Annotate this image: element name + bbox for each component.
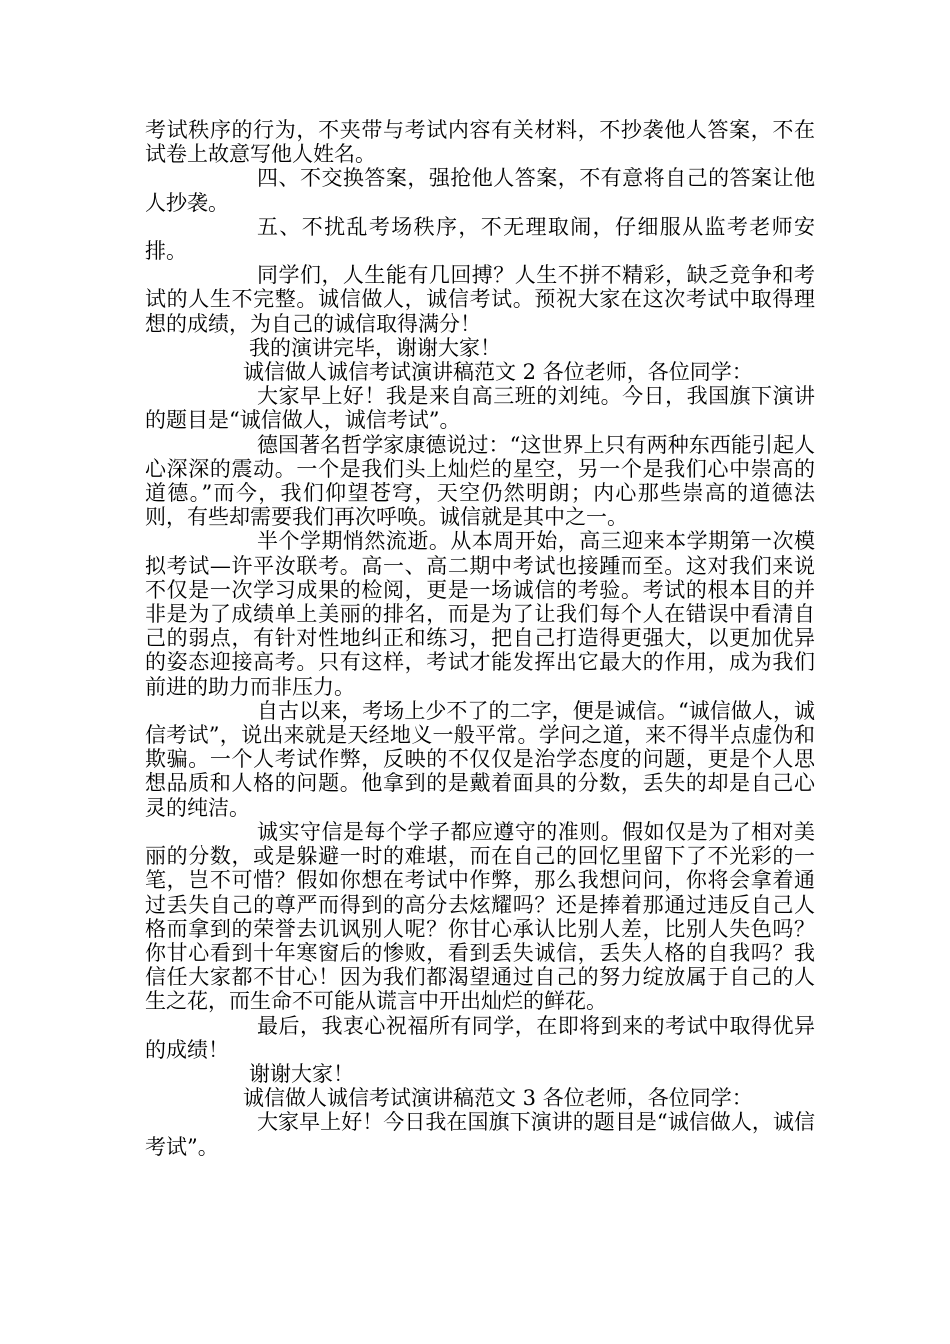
paragraph-exam-purpose: 半个学期悄然流逝。从本周开始，高三迎来本学期第一次模拟考试—许平汝联考。高一、高二期中考试也接踵而至。这对我们来说不仅是一次学习成果的检阅，更是一场诚信的考验。考试的根本目的并非是为了成绩单上美丽的排名，而是为了让我们每个人在错误中看清自己的弱点，有针对性地纠正和练习，把自己打造得更强大，以更加优异的姿态迎接高考。只有这样，考试才能发挥出它最大的作用，成为我们前进的助力而非压力。 (145, 529, 815, 699)
paragraph-greeting-3: 大家早上好！今日我在国旗下演讲的题目是“诚信做人，诚信考试”。 (145, 1110, 815, 1159)
paragraph-rule-four: 四、不交换答案，强抢他人答案，不有意将自己的答案让他人抄袭。 (145, 166, 815, 215)
section-heading-2: 诚信做人诚信考试演讲稿范文 2 各位老师，各位同学： (243, 360, 753, 385)
paragraph-continuation: 考试秩序的行为，不夹带与考试内容有关材料，不抄袭他人答案，不在试卷上故意写他人姓名。 (145, 118, 815, 167)
paragraph-thanks: 我的演讲完毕，谢谢大家！ (249, 335, 501, 360)
paragraph-honesty-rule: 诚实守信是每个学子都应遵守的准则。假如仅是为了相对美丽的分数，或是躲避一时的难堪，而在自己的回忆里留下了不光彩的一笔，岂不可惜？假如你想在考试中作弊，那么我想问问，你将会拿着通过丢失自己的尊严而得到的高分去炫耀吗？还是捧着那通过违反自己人格而拿到的荣誉去讥讽别人呢？你甘心承认比别人差，比别人失色吗？你甘心看到十年寒窗后的惨败，看到丢失诚信，丢失人格的自我吗？我信任大家都不甘心！因为我们都渴望通过自己的努力绽放属于自己的人生之花，而生命不可能从谎言中开出灿烂的鲜花。 (145, 819, 815, 1014)
paragraph-kant-quote: 德国著名哲学家康德说过：“这世界上只有两种东西能引起人心深深的震动。一个是我们头上灿烂的星空，另一个是我们心中崇高的道德。”而今，我们仰望苍穹，天空仍然明朗；内心那些崇高的道德法则，有些却需要我们再次呼唤。诚信就是其中之一。 (145, 432, 815, 530)
paragraph-rule-five: 五、不扰乱考场秩序，不无理取闹，仔细服从监考老师安排。 (145, 214, 815, 264)
paragraph-integrity: 自古以来，考场上少不了的二字，便是诚信。“诚信做人，诚信考试”，说出来就是天经地义一般平常。学问之道，来不得半点虚伪和欺骗。一个人考试作弊，反映的不仅仅是治学态度的问题，更是个人思想品质和人格的问题。他拿到的是戴着面具的分数，丢失的却是自己心灵的纯洁。 (145, 698, 815, 820)
paragraph-greeting-2: 大家早上好！我是来自高三班的刘纯。今日，我国旗下演讲的题目是“诚信做人，诚信考试”。 (145, 384, 815, 433)
document-body (145, 118, 815, 1159)
paragraph-thanks-2: 谢谢大家！ (249, 1061, 354, 1086)
section-heading-3: 诚信做人诚信考试演讲稿范文 3 各位老师，各位同学： (243, 1086, 753, 1111)
paragraph-closing-wish: 同学们，人生能有几回搏？人生不拼不精彩，缺乏竞争和考试的人生不完整。诚信做人，诚信考试。预祝大家在这次考试中取得理想的成绩，为自己的诚信取得满分！ (145, 263, 815, 336)
paragraph-final-wish: 最后，我衷心祝福所有同学，在即将到来的考试中取得优异的成绩！ (145, 1013, 815, 1062)
